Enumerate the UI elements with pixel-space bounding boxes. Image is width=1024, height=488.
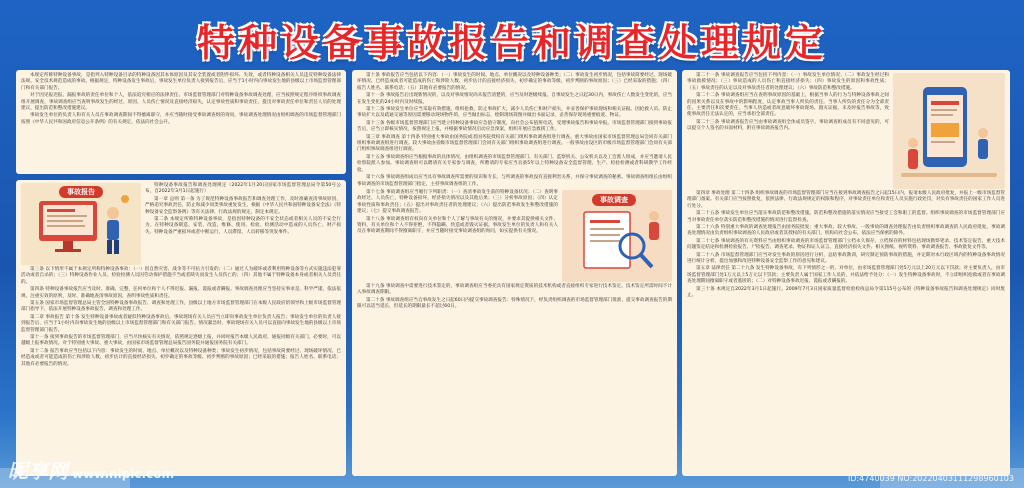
page-title: 特种设备事故报告和调查处理规定 — [196, 21, 827, 65]
regulation-paragraph: 第二十六条 特别重大事故的调查处理报告由国务院批复；重大事故、较大事故、一般事故的调查处理报告由负责组织事故调查的人民政府批复，事故调查处理情况由负责组织事故调查的人民政府或者其授权的有关部门、机构向社会公布，依法应当保密的除外。 — [687, 225, 1005, 237]
intro-paragraph: 本规定所称特种设备事故，是指列入特种设备目录的特种设备因其本体原因及其安全装置或者附件损坏、失效，或者特种设备相关人员违反特种设备法律法规、安全技术规范造成的事故。根据规定，特种设备发生事故后，事故发生单位负责人接到报告后，应当于1小时内向事故发生地的县级以上市场监督管理部门和有关部门报告。 — [21, 73, 341, 91]
regulation-paragraph: 第二十七条 事故调查的有关资料应当由组织事故调查的市场监督管理部门立档永久保存。立档保存的材料包括现场勘察笔录、技术鉴定报告、重大技术问题鉴定结论和检测检验报告、尸检报告、调查笔录、物证和证人证言、直接经济损失文件、相关图纸、视听资料、事故调查报告、事故批复文件等。 — [687, 238, 1005, 251]
regulation-paragraph: 第十一条 接到事故报告的市场监督管理部门，应当尽快核实有关情况，依照规定逐级上报，并同时报告本级人民政府，通报同级有关部门。必要时，可以越级上报事故情况。对于特别重大事故、重大事故，由国家市场监督管理总局报告国务院并通报国务院有关部门。 — [21, 335, 341, 347]
magnifier-document-icon — [562, 190, 672, 282]
regulation-paragraph: 第三十条 本规定自2022年3月1日起施行。2009年7月3日国家质量监督检验检疫总局令第115号公布的《特种设备事故报告和调查处理规定》同时废止。 — [687, 286, 1005, 299]
site-watermark — [8, 455, 174, 484]
regulation-paragraph: 第二条 本规定所称特种设备事故，是指因特种设备的不安全状态或者相关人员的不安全行为，在特种设备制造、安装、改造、维修、使用、检验、检测活动中造成的人员伤亡、财产损失、特种设备严重损坏或者中断运行、人员滞留、人员转移等突发事件。 — [145, 217, 341, 235]
regulation-paragraph: 第十二条 事故发生单位应当采取有效措施，组织抢救，防止事故扩大，减少人员伤亡和财产损失，并妥善保护事故现场和相关证据。因抢救人员、防止事故扩大以及疏通交通等原因需要移动现场物件的，应当做出标志，绘制现场简图并做出书面记录，妥善保存现场重要痕迹、物证。 — [357, 107, 672, 119]
report-illustration — [21, 183, 141, 265]
intro-paragraph: 对于因见报迟报、漏报事故的责任单位和个人，依法追究相应的法律责任。市场监督管理部门对特种设备事故调查处理，应当按照规定程序组织事故调查组开展调查，事故调查组应当查明事故发生的经过、原因、人员伤亡情况及直接经济损失，认定事故性质和事故责任，提出对事故责任单位和责任人员的处理建议，提出防范和整改措施建议。 — [21, 93, 341, 112]
regulation-paragraph: 第十二条 报告事故应当包括以下内容：事故发生的时间、地点、单位概况以及特种设备种类；事故发生初步情况，包括事故简要经过、现场破坏情况、已经造成或者可能造成的伤亡和涉险人数、初步估计的直接经济损失、初步确定的事故等级、初步判断的事故原因；已经采取的措施；报告人姓名、联系电话；其他有必要报告的情况。 — [21, 348, 341, 367]
regulation-paragraph: 第三章 事故调查 第十四条 特别重大事故由国务院或者国务院授权有关部门组织事故调查组进行调查。重大事故由国家市场监督管理总局会同有关部门组织事故调查组进行调查。较大事故由省级市场监督管理部门会同有关部门组织事故调查组进行调查。一般事故由设区的市级市场监督管理部门会同有关部门组织事故调查组进行调查。 — [357, 134, 672, 153]
regulation-paragraph: 第二章 事故报告 第十条 发生特种设备事故或者疑似特种设备事故后，事故现场有关人员应当立即向事故发生单位负责人报告；事故发生单位的负责人接到报告后，应当于1小时内向事故发生地的县级以上市场监督管理部门和有关部门报告。情况紧急时，事故现场有关人员可以直接向事故发生地的县级以上市场监督管理部门报告。 — [21, 314, 341, 333]
intro-panel — [16, 70, 346, 174]
image-id-watermark: ID:4740039 NO:20220403111298960103 — [847, 474, 1014, 483]
regulation-paragraph: 第三条 以下情形不属于本规定所称特种设备事故：（一）因自然灾害、战争等不可抗力引发的；（二）通过人为破坏或者利用特种设备等方式实施违法犯罪活动或者自杀的；（三）特种设备作业人员、检验检测人员因劳动保护措施不当或者缺失而发生人员伤亡的；（四）其他不属于特种设备本身或者相关人员责任的。 — [21, 267, 341, 285]
regulation-paragraph: 第二十八条 市场监督管理部门应当对发生事故的原因进行分析，总结事故教训，研究制定预防事故的措施，并定期对本行政区域内的特种设备事故情况进行统计分析，提出加强和改进特种设备安全监察工作的意见和建议。 — [687, 252, 1005, 265]
regulation-paragraph: 第一章 总则 第一条 为了规范特种设备事故报告和调查处理工作，及时准确查清事故原因，严格追究事故责任，防止和减少同类事故重复发生，根据《中华人民共和国特种设备安全法》《特种设备安全监察条例》等有关法律、行政法规的规定，制定本规定。 — [145, 196, 341, 215]
middle-panel — [352, 70, 677, 476]
regulation-paragraph: 第二十五条 事故发生单位应当落实事故防范和整改措施。防范和整改措施的落实情况应当接受工会和职工的监督。组织事故调查的市场监督管理部门应当对事故责任单位落实防范和整改措施的情况进行监督检查。 — [687, 211, 1005, 223]
regulation-paragraph: 第二十条 事故调查组应当自事故发生之日起60日内提交事故调查报告；特殊情况下，经负责组织调查的市场监督管理部门批准，提交事故调查报告的期限可以适当延长，但延长的期限最长不超过60日。 — [357, 297, 672, 310]
regulation-paragraph: 第十五条 事故调查组应当根据事故的具体情况，由组织调查的市场监督管理部门、有关部门、监察机关、公安机关以及工会派人组成，并应当邀请人民检察院派人参加。事故调查组可以聘请有关专家参与调查，所聘请的专家应当具备5年以上特种设备安全监督管理、生产、检验检测或者科研教学工作经验。 — [357, 154, 672, 173]
regulation-paragraph: 第十三条 各级市场监督管理部门应当建立特种设备事故应急值守制度，向社会公布值班电话，受理事故报告和事故举报。市场监督管理部门接到事故报告后，应当立即核实情况，按照规定上报，并根据事故情况启动应急预案，组织开展应急救援工作。 — [357, 120, 672, 133]
regulation-paragraph: 第二十二条 事故调查组应当在查明事故原因的基础上，根据当事人的行为与特种设备事故之间的因果关系以及在事故中的影响程度，认定事故当事人所负的责任。当事人所负的责任分为全部责任、主要责任和次要责任。当事人伪造或者故意破坏事故现场、毁灭证据、未及时报告事故等，致使事故责任无法认定的，应当承担全部责任。 — [687, 93, 889, 118]
regulation-paragraph: 第十七条 事故调查组应当履行下列职责：（一）查清事故发生前的特种设备状况；（二）查明事故经过、人员伤亡、特种设备损坏、经济损失情况以及其他后果；（三）分析事故原因；（四）认定事故性质和事故责任；（五）提出对事故责任者的处理建议；（六）提出防范事故发生和整改措施的建议；（七）提交事故调查报告。 — [357, 189, 558, 215]
regulation-paragraph: 第十条 事故报告应当包括以下内容：（一）事故发生的时间、地点、单位概况以及特种设备种类；（二）事故发生初步情况，包括事故简要经过、现场破坏情况、已经造成或者可能造成的伤亡和涉险人数、初步估计的直接经济损失、初步确定的事故等级、初步判断的事故原因；（三）已经采取的措施；（四）报告人姓名、联系电话；（五）其他有必要报告的情况。 — [357, 73, 672, 91]
regulation-paragraph: 第二十一条 事故调查报告应当包括下列内容：（一）事故发生单位情况；（二）事故发生经过和事故救援情况；（三）事故造成的人员伤亡和直接经济损失；（四）事故发生的原因和事故性质；（五）事故责任的认定以及对事故责任者的处理建议；（六）事故防范和整改措施。 — [687, 73, 889, 91]
regulation-paragraph: 第十六条 事故调查组成员应当具有事故调查所需要的知识和专长，与所调查的事故没有直接利害关系，并保守事故调查的秘密。事故调查组组长由组织事故调查的市场监督管理部门指定，主持事故调查组的工作。 — [357, 175, 672, 187]
regulation-paragraph: 特种设备事故报告和调查处理规定（2022年1月20日国家市场监督管理总局令第50号公布，自2022年3月1日起施行） — [145, 183, 341, 195]
regulation-paragraph: 第十一条 事故报告后出现新情况的，以及对事故情况尚未报告清楚的，应当及时逐级续报。自事故发生之日起30日内，事故伤亡人数发生变化的，应当在发生变化的24小时内及时续报。 — [357, 93, 672, 105]
regulation-paragraph: 第四章 事故处理 第二十四条 组织事故调查的市场监督管理部门应当在接到事故调查报告之日起15日内，报请本级人民政府批复，并报上一级市场监督管理部门备案。有关部门应当按照批复，依照法律、行政法规规定的权限和程序，对事故责任单位和责任人员实施行政处罚，对负有事故责任的国家工作人员进行处分。 — [687, 191, 1005, 209]
regulation-paragraph: 第十九条 事故调查中需要进行技术鉴定的，事故调查组应当委托具有国家规定资质的技术机构或者直接组织专家进行技术鉴定。技术鉴定所需时间不计入事故调查期限。 — [357, 283, 672, 296]
site-domain: www.nipic.com — [72, 467, 174, 481]
regulation-paragraph: 第四条 特种设备事故报告应当及时、准确、完整，任何单位和个人不得迟报、漏报、谎报或者瞒报。事故调查处理应当坚持实事求是、科学严谨、依法依规、注重实效的原则，及时、准确地查清事故原因，查明事故性质和责任。 — [21, 287, 341, 299]
phone-inspection-icon — [893, 73, 1005, 189]
regulation-paragraph: 第五章 法律责任 第二十九条 发生特种设备事故，有下列情形之一的，对单位，由市场监督管理部门处5万元以上20万元以下罚款；对主要负责人，由市场监督管理部门处1万元以上5万元以下罚款；主要负责人属于国家工作人员的，并依法给予处分：（一）发生特种设备事故时，不立即组织抢救或者在事故调查处理期间擅离职守或者逃匿的；（二）对特种设备事故迟报、谎报或者瞒报的。 — [687, 266, 1005, 285]
regulation-paragraph: 第二十三条 事故调查报告应当由事故调查组全体成员签字。事故调查组成员有不同意见的，可以提交个人签名的书面材料，附在事故调查报告内。 — [687, 119, 889, 132]
left-panel — [16, 180, 346, 476]
handling-illustration — [893, 73, 1005, 189]
site-name: 昵享网 — [8, 459, 68, 483]
computer-report-icon — [21, 183, 141, 265]
regulation-paragraph: 第五条 国家市场监督管理总局主管全国特种设备事故报告、调查和处理工作，县级以上地方市场监督管理部门在本级人民政府的领导和上级市场监督管理部门指导下，依法开展特种设备事故报告、调查和处理工作。 — [21, 301, 341, 313]
investigate-badge: 事故调查 — [592, 194, 636, 206]
right-panel — [682, 70, 1010, 476]
intro-paragraph: 事故发生单位的负责人和有关人员在事故调查期间不得擅离职守，并应当随时接受事故调查组的询问，事故调查处理情况由组织调查的市场监督管理部门按照《中华人民共和国政府信息公开条例》的有关规定，依法向社会公开。 — [21, 113, 341, 125]
report-badge: 事故报告 — [59, 186, 103, 198]
investigate-illustration — [562, 190, 672, 282]
regulation-paragraph: 第十八条 事故调查组有权向有关单位和个人了解与事故有关的情况，并要求其提供相关文件、资料，有关单位和个人不得拒绝，不得隐瞒、伪造或者毁灭证据。事故发生单位的负责人和有关人员在事故调查期间不得擅离职守，并应当随时接受事故调查组的询问，如实提供有关情况。 — [357, 216, 558, 235]
